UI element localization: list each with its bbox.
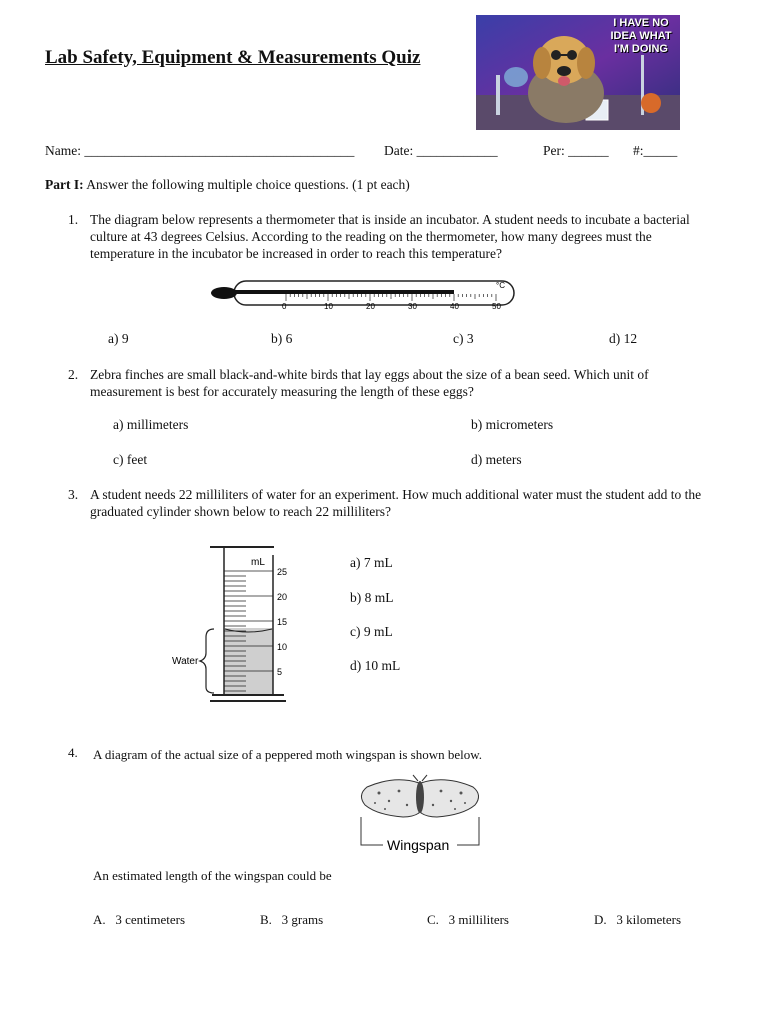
answer-option[interactable]: c) 9 mL	[350, 624, 393, 639]
part-instructions	[45, 177, 410, 193]
option-text: 3 kilometers	[616, 912, 682, 927]
thermometer-tick-label: 10	[324, 302, 333, 311]
tick-label: 25	[277, 567, 288, 577]
thermometer-unit: °C	[496, 281, 505, 290]
answer-option[interactable]: a) 9	[108, 331, 129, 346]
answer-option[interactable]: d) meters	[471, 452, 522, 467]
question-text: Zebra finches are small black-and-white birds that lay eggs about the size of a bean seed. Which unit of measurement is best for accurately measuring the length of these eggs?	[90, 367, 649, 399]
date-field[interactable]	[384, 143, 498, 159]
dog-scientist-image	[476, 15, 680, 130]
instructions-text: Answer the following multiple choice questions. (1 pt each)	[86, 177, 410, 192]
answer-option[interactable]: b) 6	[271, 331, 293, 346]
answer-option[interactable]: c) feet	[113, 452, 148, 467]
name-label: Name:	[45, 143, 81, 158]
answer-option[interactable]	[594, 912, 681, 928]
answer-option[interactable]	[260, 912, 323, 928]
question-text: A diagram of the actual size of a peppered moth wingspan is shown below.	[93, 747, 483, 762]
option-letter: B.	[260, 912, 272, 927]
answer-option[interactable]: d) 12	[609, 331, 638, 346]
question-number: 1.	[68, 212, 79, 227]
name-field[interactable]	[45, 143, 354, 159]
tick-label: 10	[277, 642, 288, 652]
cylinder-unit: mL	[251, 557, 265, 568]
date-label: Date:	[384, 143, 414, 158]
part-label: Part I:	[45, 177, 84, 192]
option-letter: A.	[93, 912, 106, 927]
tick-label: 5	[277, 667, 283, 677]
water-label: Water	[172, 656, 199, 667]
number-field[interactable]: #:_____	[633, 143, 678, 158]
answer-option[interactable]: a) 7 mL	[350, 555, 393, 570]
option-text: 3 centimeters	[115, 912, 186, 927]
thermometer-diagram	[210, 275, 520, 311]
wingspan-label: Wingspan	[387, 837, 450, 853]
thermometer-tick-label: 40	[450, 302, 459, 311]
question-text: A student needs 22 milliliters of water for an experiment. How much additional water must the student add to the graduated cylinder shown below to reach 22 milliliters?	[90, 487, 702, 519]
question-number: 3.	[68, 487, 79, 502]
option-text: 3 grams	[281, 912, 324, 927]
answer-option[interactable]: d) 10 mL	[350, 658, 401, 673]
question-number: 2.	[68, 367, 79, 382]
thermometer-tick-label: 20	[366, 302, 375, 311]
question-number: 4.	[68, 745, 78, 760]
name-blank: ________________________________________	[84, 143, 355, 158]
graduated-cylinder-diagram	[170, 543, 300, 708]
answer-option[interactable]: b) micrometers	[471, 417, 554, 432]
option-letter: C.	[427, 912, 439, 927]
date-blank: ____________	[416, 143, 498, 158]
period-label: Per:	[543, 143, 565, 158]
meme-caption: I HAVE NO IDEA WHAT I'M DOING	[610, 17, 672, 55]
answer-option[interactable]: a) millimeters	[113, 417, 189, 432]
tick-label: 20	[277, 592, 288, 602]
period-blank: ______	[568, 143, 609, 158]
option-text: 3 milliliters	[448, 912, 509, 927]
question-text: The diagram below represents a thermometer that is inside an incubator. A student needs to incubate a bacterial culture at 43 degrees Celsius. According to the reading on the thermometer, how many degrees must the temperature in the incubator be increased in order to reach this temperature?	[90, 212, 690, 261]
moth-diagram	[355, 773, 485, 857]
tick-label: 15	[277, 617, 288, 627]
answer-option[interactable]	[427, 912, 509, 928]
thermometer-tick-label: 30	[408, 302, 417, 311]
option-letter: D.	[594, 912, 607, 927]
answer-option[interactable]: b) 8 mL	[350, 590, 394, 605]
answer-option[interactable]: c) 3	[453, 331, 474, 346]
answer-option[interactable]	[93, 912, 185, 928]
thermometer-tick-label: 50	[492, 302, 501, 311]
thermometer-tick-label: 0	[282, 302, 287, 311]
page-title: Lab Safety, Equipment & Measurements Quiz	[45, 47, 421, 68]
period-field[interactable]	[543, 143, 609, 159]
question-subtext: An estimated length of the wingspan could be	[93, 868, 332, 883]
